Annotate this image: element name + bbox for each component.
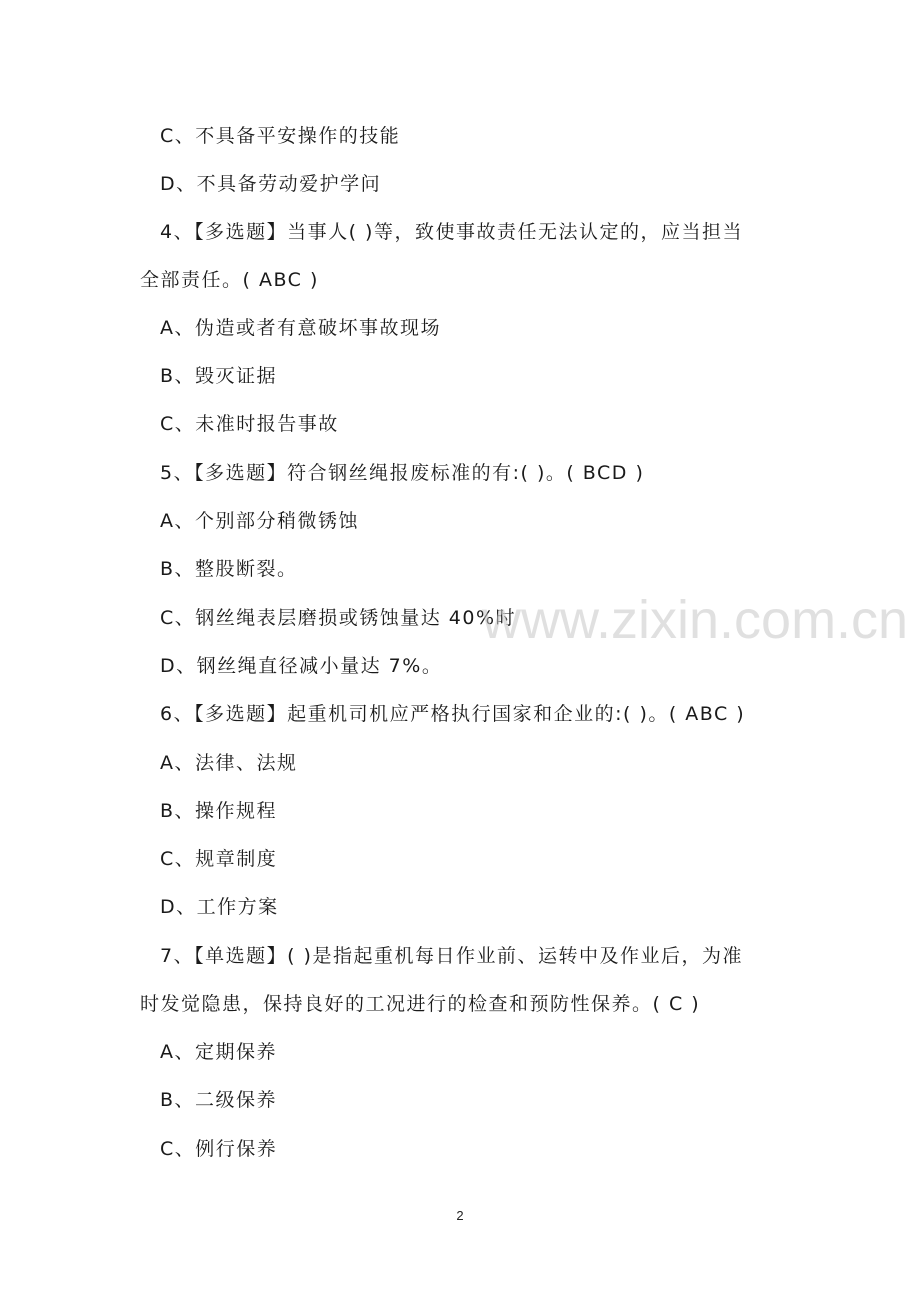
question-line: 4、【多选题】当事人( )等，致使事故责任无法认定的，应当担当: [160, 221, 743, 243]
option-line: C、规章制度: [160, 848, 278, 870]
question-line: 5、【多选题】符合钢丝绳报废标准的有:( )。( BCD ): [160, 462, 645, 484]
option-line: A、法律、法规: [160, 752, 298, 774]
option-line: C、例行保养: [160, 1138, 278, 1160]
option-line: C、不具备平安操作的技能: [160, 125, 401, 147]
page-number: 2: [456, 1208, 464, 1223]
option-line: A、定期保养: [160, 1041, 277, 1063]
question-line: 6、【多选题】起重机司机应严格执行国家和企业的:( )。( ABC ): [160, 703, 746, 725]
question-continuation: 时发觉隐患，保持良好的工况进行的检查和预防性保养。( C ): [140, 993, 701, 1015]
option-line: D、钢丝绳直径减小量达 7%。: [160, 655, 443, 677]
option-line: C、未准时报告事故: [160, 413, 339, 435]
option-line: B、毁灭证据: [160, 365, 278, 387]
option-line: D、不具备劳动爱护学问: [160, 173, 382, 195]
question-continuation: 全部责任。( ABC ): [140, 269, 319, 291]
watermark: www.zixin.com.cn: [482, 590, 909, 650]
option-line: B、整股断裂。: [160, 558, 298, 580]
option-line: B、操作规程: [160, 800, 278, 822]
option-line: B、二级保养: [160, 1089, 278, 1111]
option-line: A、个别部分稍微锈蚀: [160, 510, 359, 532]
option-line: D、工作方案: [160, 896, 279, 918]
question-line: 7、【单选题】( )是指起重机每日作业前、运转中及作业后，为准: [160, 945, 743, 967]
option-line: C、钢丝绳表层磨损或锈蚀量达 40%时: [160, 607, 517, 629]
option-line: A、伪造或者有意破坏事故现场: [160, 317, 441, 339]
